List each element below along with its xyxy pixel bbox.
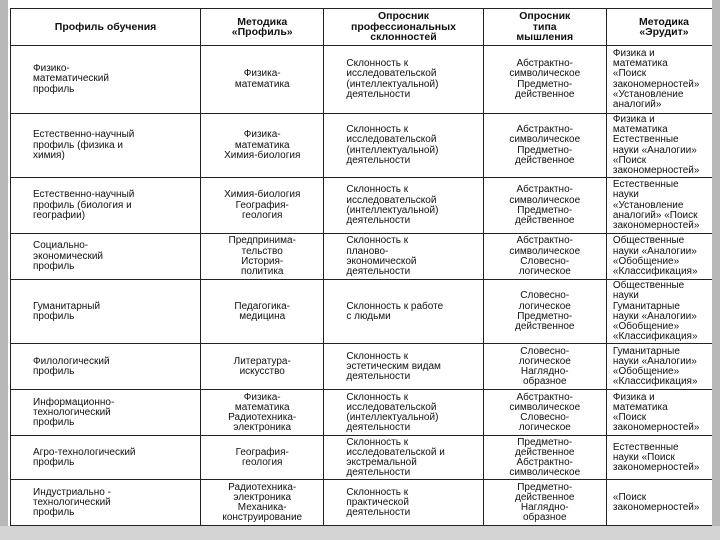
right-border-strip (712, 0, 720, 540)
cell-erudite: Общественные науки «Аналогии» «Обобщение» «Классификация» (606, 234, 712, 280)
cell-profile: Индустриально - технологический профиль (11, 480, 201, 526)
table-row (11, 46, 713, 114)
cell-profile: Гуманитарный профиль (11, 280, 201, 344)
cell-method: Физика- математика (201, 46, 324, 114)
document-page (8, 0, 712, 526)
cell-erudite: Естественные науки «Поиск закономерностей» (606, 436, 712, 480)
cell-erudite: Гуманитарные науки «Аналогии» «Обобщение» «Классификация» (606, 344, 712, 390)
cell-inclination: Склонность к практической деятельности (324, 480, 483, 526)
cell-inclination: Склонность к работе с людьми (324, 280, 483, 344)
cell-thinking: Предметно- действенное Абстрактно- символическое (483, 436, 606, 480)
table-row (11, 480, 713, 526)
cell-thinking: Абстрактно- символическое Предметно- действенное (483, 114, 606, 178)
cell-profile: Социально- экономический профиль (11, 234, 201, 280)
cell-thinking: Абстрактно- символическое Словесно- логическое (483, 234, 606, 280)
cell-inclination: Склонность к исследовательской (интеллектуальной) деятельности (324, 178, 483, 234)
cell-profile: Физико- математический профиль (11, 46, 201, 114)
cell-erudite: Физика и математика «Поиск закономерностей» «Установление аналогий» (606, 46, 712, 114)
table-row (11, 390, 713, 436)
table-row (11, 114, 713, 178)
cell-inclination: Склонность к исследовательской и экстремальной деятельности (324, 436, 483, 480)
cell-method: Педагогика- медицина (201, 280, 324, 344)
cell-erudite: Общественные науки Гуманитарные науки «Аналогии» «Обобщение» «Классификация» (606, 280, 712, 344)
cell-thinking: Предметно- действенное Наглядно- образное (483, 480, 606, 526)
cell-inclination: Склонность к исследовательской (интеллектуальной) деятельности (324, 114, 483, 178)
cell-erudite: Физика и математика Естественные науки «Аналогии» «Поиск закономерностей» (606, 114, 712, 178)
table-row (11, 280, 713, 344)
cell-profile: Филологический профиль (11, 344, 201, 390)
table-header-row (11, 9, 713, 46)
cell-method: Физика- математика Химия-биология (201, 114, 324, 178)
cell-thinking: Абстрактно- символическое Предметно- действенное (483, 178, 606, 234)
cell-erudite: Физика и математика «Поиск закономерностей» (606, 390, 712, 436)
cell-method: География- геология (201, 436, 324, 480)
cell-profile: Агро-технологический профиль (11, 436, 201, 480)
cell-inclination: Склонность к исследовательской (интеллектуальной) деятельности (324, 46, 483, 114)
cell-inclination: Склонность к планово- экономической деятельности (324, 234, 483, 280)
header-method-erudite: Методика «Эрудит» (606, 9, 712, 46)
table-row (11, 234, 713, 280)
profile-methods-table (10, 8, 712, 526)
header-profile: Профиль обучения (11, 9, 201, 46)
cell-erudite: Естественные науки «Установление аналогий» «Поиск закономерностей» (606, 178, 712, 234)
cell-method: Литература- искусство (201, 344, 324, 390)
table-row (11, 178, 713, 234)
cell-thinking: Абстрактно- символическое Предметно- действенное (483, 46, 606, 114)
table-row (11, 344, 713, 390)
cell-method: Химия-биология География- геология (201, 178, 324, 234)
cell-thinking: Словесно- логическое Наглядно- образное (483, 344, 606, 390)
cell-method: Физика- математика Радиотехника- электроника (201, 390, 324, 436)
header-method-profile: Методика «Профиль» (201, 9, 324, 46)
left-border-strip (0, 0, 8, 540)
cell-profile: Естественно-научный профиль (физика и химия) (11, 114, 201, 178)
cell-thinking: Словесно- логическое Предметно- действенное (483, 280, 606, 344)
cell-method: Предпринима- тельство История- политика (201, 234, 324, 280)
header-thinking-questionnaire: Опросник типа мышления (483, 9, 606, 46)
cell-inclination: Склонность к эстетическим видам деятельности (324, 344, 483, 390)
cell-profile: Естественно-научный профиль (биология и географии) (11, 178, 201, 234)
table-row (11, 436, 713, 480)
cell-thinking: Абстрактно- символическое Словесно- логическое (483, 390, 606, 436)
cell-profile: Информационно- технологический профиль (11, 390, 201, 436)
header-inclinations-questionnaire: Опросник профессиональных склонностей (324, 9, 483, 46)
cell-method: Радиотехника- электроника Механика- конструирование (201, 480, 324, 526)
bottom-border-strip (0, 526, 720, 540)
cell-erudite: «Поиск закономерностей» (606, 480, 712, 526)
cell-inclination: Склонность к исследовательской (интеллектуальной) деятельности (324, 390, 483, 436)
